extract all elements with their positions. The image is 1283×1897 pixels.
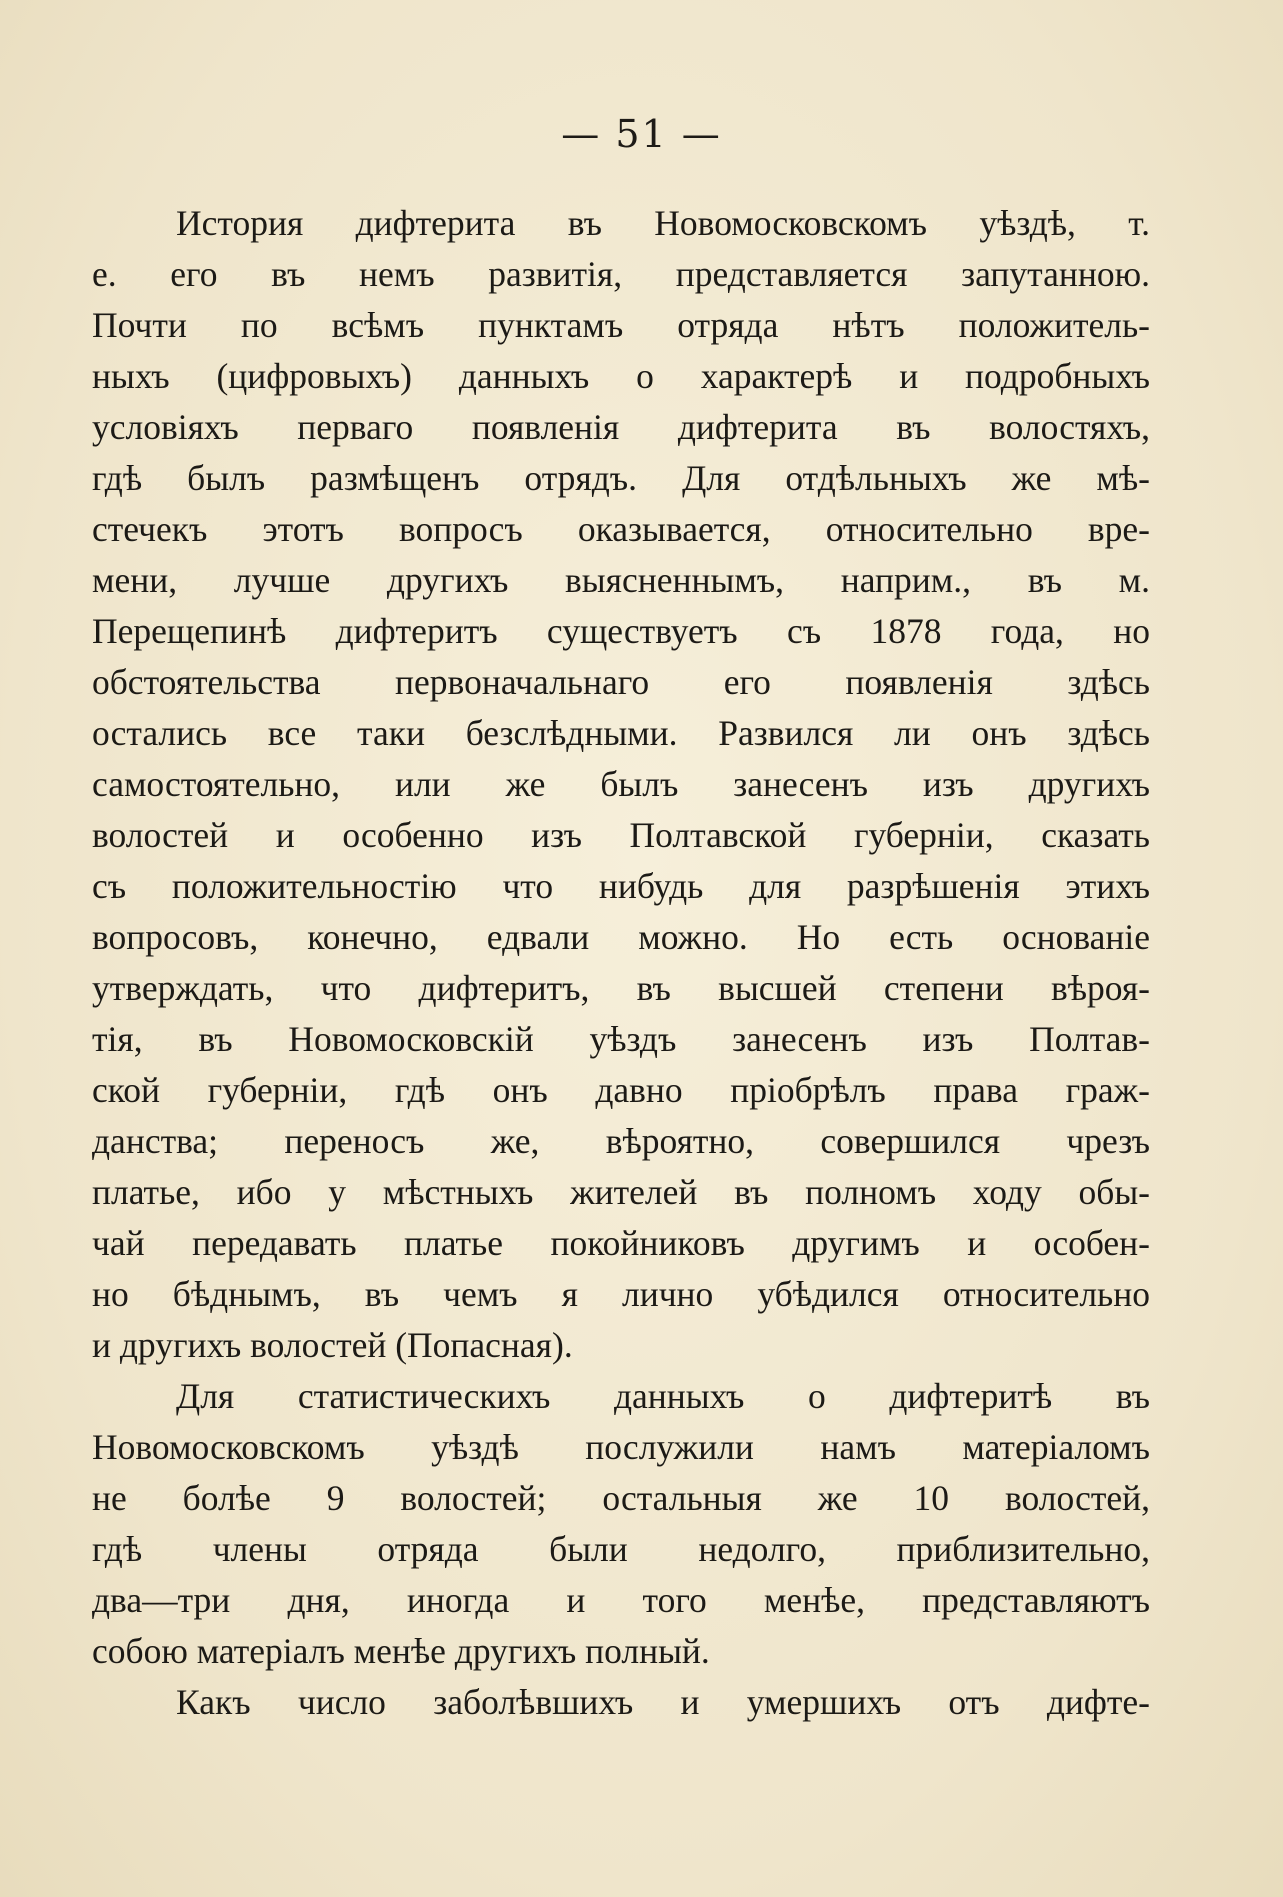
text-line: чай передавать платье покойниковъ другимъ и особен- — [92, 1223, 1150, 1263]
text-line: е. его въ немъ развитія, представляется запутанною. — [92, 254, 1150, 294]
body-text — [92, 198, 1150, 1728]
text-line: Перещепинѣ дифтеритъ существуетъ съ 1878 года, но — [92, 611, 1150, 651]
text-line: Новомосковскомъ уѣздѣ послужили намъ матеріаломъ — [92, 1427, 1150, 1467]
text-line: История дифтерита въ Новомосковскомъ уѣздѣ, т. — [176, 203, 1150, 243]
text-line: данства; переносъ же, вѣроятно, совершился чрезъ — [92, 1121, 1150, 1161]
text-line: гдѣ члены отряда были недолго, приблизительно, — [92, 1529, 1150, 1569]
text-line: гдѣ былъ размѣщенъ отрядъ. Для отдѣльныхъ же мѣ- — [92, 458, 1150, 498]
text-line: волостей и особенно изъ Полтавской губерніи, сказать — [92, 815, 1150, 855]
text-line: платье, ибо у мѣстныхъ жителей въ полномъ ходу обы- — [92, 1172, 1150, 1212]
paragraph-2 — [92, 1371, 1150, 1677]
text-line: собою матеріалъ менѣе другихъ полный. — [92, 1631, 710, 1671]
text-line: вопросовъ, конечно, едвали можно. Но есть основаніе — [92, 917, 1150, 957]
text-line: ской губерніи, гдѣ онъ давно пріобрѣлъ права граж- — [92, 1070, 1150, 1110]
text-line: не болѣе 9 волостей; остальныя же 10 волостей, — [92, 1478, 1150, 1518]
text-line: условіяхъ перваго появленія дифтерита въ волостяхъ, — [92, 407, 1150, 447]
page-number: — 51 — — [561, 112, 722, 156]
text-line: Почти по всѣмъ пунктамъ отряда нѣтъ положитель- — [92, 305, 1150, 345]
text-line: Какъ число заболѣвшихъ и умершихъ отъ дифте- — [176, 1682, 1150, 1722]
text-line: ныхъ (цифровыхъ) данныхъ о характерѣ и подробныхъ — [92, 356, 1150, 396]
text-line: съ положительностію что нибудь для разрѣшенія этихъ — [92, 866, 1150, 906]
text-line: мени, лучше другихъ выясненнымъ, наприм., въ м. — [92, 560, 1150, 600]
text-line: обстоятельства первоначальнаго его появленія здѣсь — [92, 662, 1150, 702]
text-line: самостоятельно, или же былъ занесенъ изъ другихъ — [92, 764, 1150, 804]
text-line: но бѣднымъ, въ чемъ я лично убѣдился относительно — [92, 1274, 1150, 1314]
text-line: Для статистическихъ данныхъ о дифтеритѣ въ — [176, 1376, 1150, 1416]
text-line: и другихъ волостей (Попасная). — [92, 1325, 573, 1365]
text-line: утверждать, что дифтеритъ, въ высшей степени вѣроя- — [92, 968, 1150, 1008]
text-line: тія, въ Новомосковскій уѣздъ занесенъ изъ Полтав- — [92, 1019, 1150, 1059]
text-line: стечекъ этотъ вопросъ оказывается, относительно вре- — [92, 509, 1150, 549]
paragraph-3 — [92, 1677, 1150, 1728]
text-line: два—три дня, иногда и того менѣе, представляютъ — [92, 1580, 1150, 1620]
paragraph-1 — [92, 198, 1150, 1371]
text-line: остались все таки безслѣдными. Развился ли онъ здѣсь — [92, 713, 1150, 753]
